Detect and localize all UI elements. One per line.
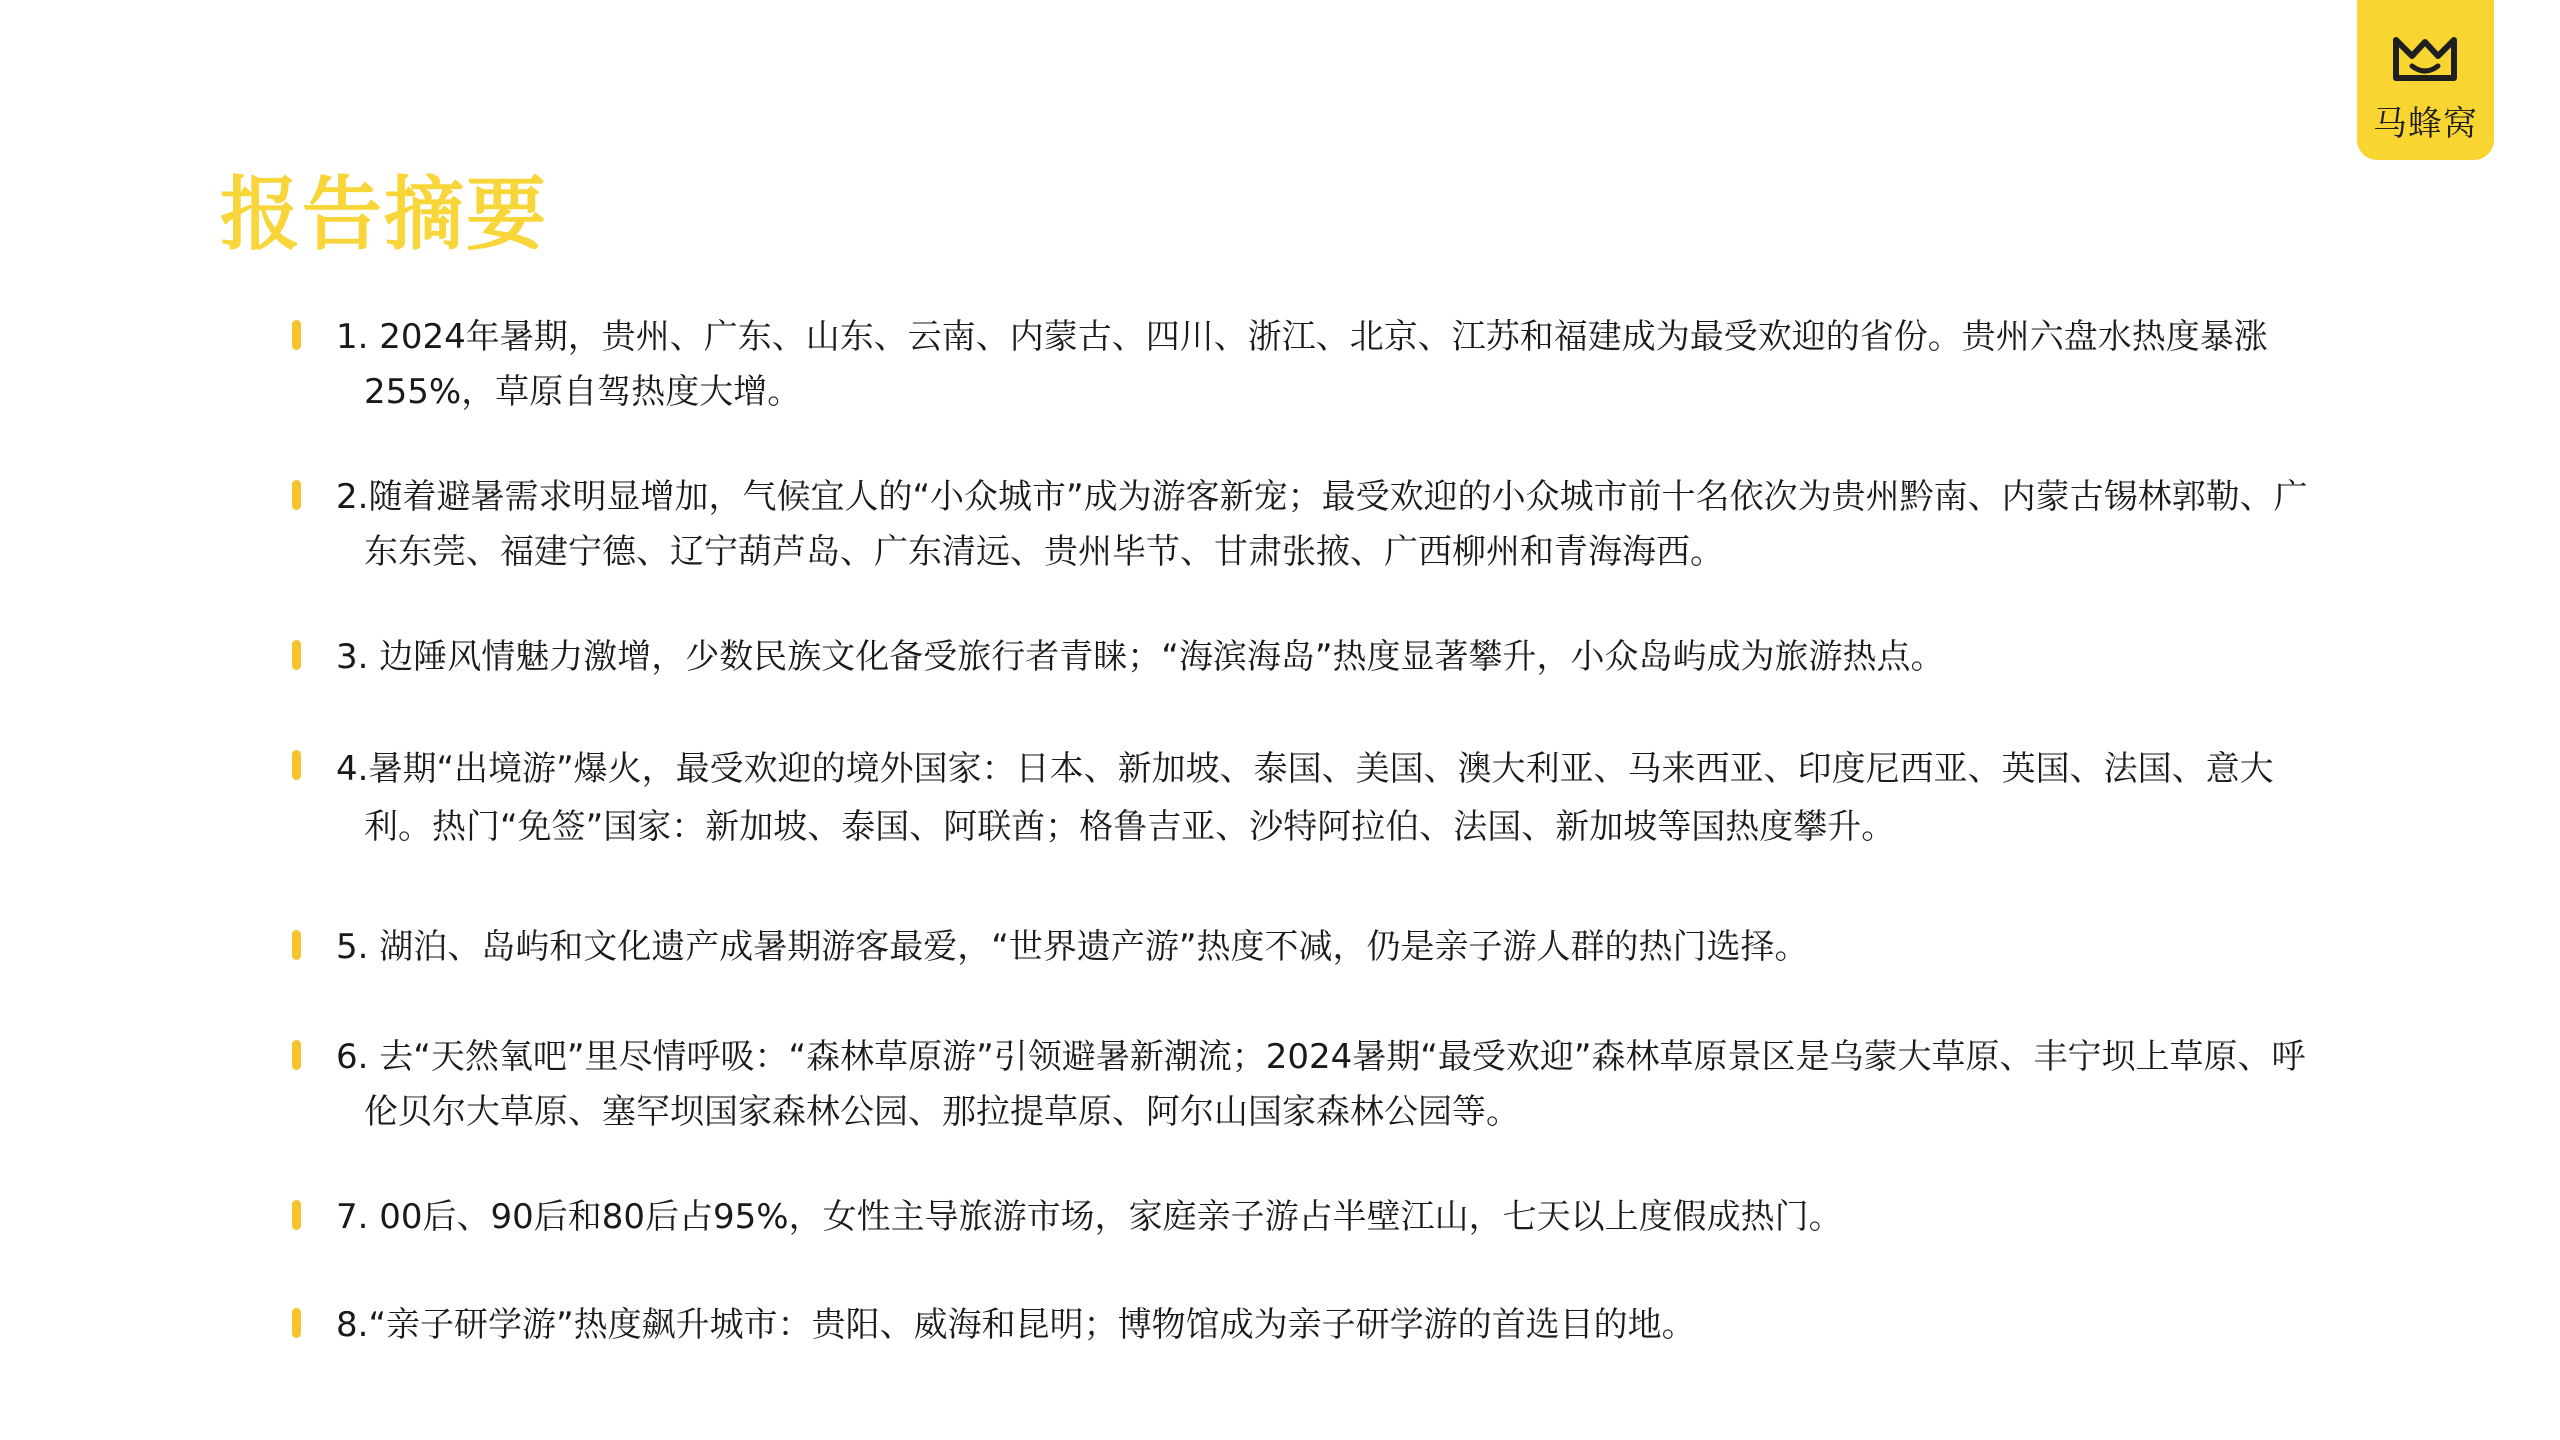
bullet-marker bbox=[292, 1200, 301, 1230]
bullet-marker bbox=[292, 480, 301, 510]
mafengwo-m-icon bbox=[2390, 32, 2460, 84]
bullet-marker bbox=[292, 1308, 301, 1338]
summary-item-text: 6. 去“天然氧吧”里尽情呼吸：“森林草原游”引领避暑新潮流；2024暑期“最受欢迎”森林草原景区是乌蒙大草原、丰宁坝上草原、呼伦贝尔大草原、塞罕坝国家森林公园、那拉提草原、阿尔山国家森林公园等。 bbox=[336, 1037, 2306, 1132]
summary-item-text: 7. 00后、90后和80后占95%，女性主导旅游市场，家庭亲子游占半壁江山，七天以上度假成热门。 bbox=[336, 1197, 1843, 1237]
brand-logo-badge[interactable] bbox=[2357, 0, 2494, 160]
summary-item-text: 3. 边陲风情魅力激增，少数民族文化备受旅行者青睐；“海滨海岛”热度显著攀升，小众岛屿成为旅游热点。 bbox=[336, 637, 1945, 677]
brand-logo-text: 马蜂窝 bbox=[2373, 104, 2478, 144]
bullet-marker bbox=[292, 930, 301, 960]
summary-item-text: 1. 2024年暑期，贵州、广东、山东、云南、内蒙古、四川、浙江、北京、江苏和福建成为最受欢迎的省份。贵州六盘水热度暴涨255%，草原自驾热度大增。 bbox=[336, 317, 2268, 412]
bullet-marker bbox=[292, 1040, 301, 1070]
bullet-marker bbox=[292, 320, 301, 350]
bullet-marker bbox=[292, 640, 301, 670]
page-title: 报告摘要 bbox=[220, 168, 548, 261]
summary-item-text: 8.“亲子研学游”热度飙升城市：贵阳、威海和昆明；博物馆成为亲子研学游的首选目的地。 bbox=[336, 1305, 1696, 1345]
bullet-marker bbox=[292, 750, 301, 780]
summary-item-text: 5. 湖泊、岛屿和文化遗产成暑期游客最爱，“世界遗产游”热度不减，仍是亲子游人群的热门选择。 bbox=[336, 927, 1809, 967]
summary-item-text: 2.随着避暑需求明显增加，气候宜人的“小众城市”成为游客新宠；最受欢迎的小众城市前十名依次为贵州黔南、内蒙古锡林郭勒、广东东莞、福建宁德、辽宁葫芦岛、广东清远、贵州毕节、甘肃张掖、广西柳州和青海海西。 bbox=[336, 477, 2308, 572]
summary-item-text: 4.暑期“出境游”爆火，最受欢迎的境外国家：日本、新加坡、泰国、美国、澳大利亚、马来西亚、印度尼西亚、英国、法国、意大利。热门“免签”国家：新加坡、泰国、阿联酋；格鲁吉亚、沙特阿拉伯、法国、新加坡等国热度攀升。 bbox=[336, 749, 2274, 847]
